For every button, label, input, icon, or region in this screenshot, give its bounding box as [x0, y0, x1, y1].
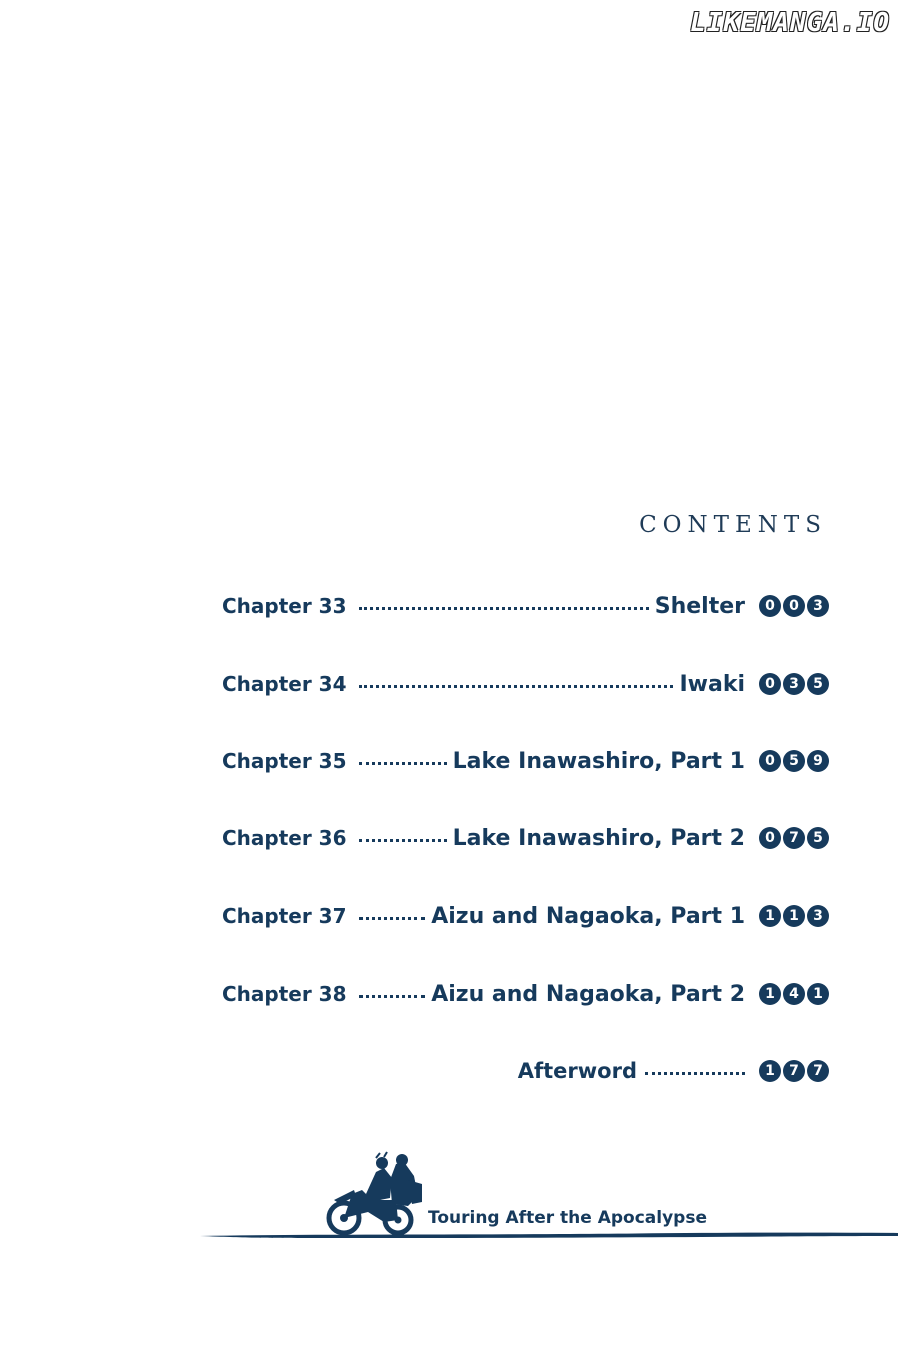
chapter-number: Chapter 38	[222, 982, 347, 1006]
page-digit: 3	[807, 595, 829, 617]
page-digit: 1	[759, 905, 781, 927]
dot-leader	[359, 839, 447, 842]
toc-entry[interactable]	[222, 979, 829, 1009]
page-digit: 1	[759, 983, 781, 1005]
chapter-title: Shelter	[654, 593, 745, 619]
chapter-title: Lake Inawashiro, Part 1	[452, 748, 745, 774]
page-digit: 5	[807, 827, 829, 849]
page-digit: 5	[783, 750, 805, 772]
chapter-title: Aizu and Nagaoka, Part 2	[431, 981, 745, 1007]
page-digit: 1	[783, 905, 805, 927]
page-digit: 7	[783, 1060, 805, 1082]
page-digit: 7	[807, 1060, 829, 1082]
page-digit: 0	[783, 595, 805, 617]
chapter-number: Chapter 37	[222, 904, 347, 928]
contents-heading: CONTENTS	[639, 512, 827, 538]
chapter-number: Chapter 35	[222, 749, 347, 773]
afterword-title: Afterword	[517, 1059, 637, 1083]
series-title: Touring After the Apocalypse	[428, 1208, 707, 1228]
dot-leader	[645, 1072, 745, 1075]
page-number	[759, 673, 829, 695]
chapter-title: Lake Inawashiro, Part 2	[452, 825, 745, 851]
page-digit: 1	[807, 983, 829, 1005]
page-digit: 4	[783, 983, 805, 1005]
page-digit: 3	[807, 905, 829, 927]
page-number	[759, 1060, 829, 1082]
watermark: LIKEMANGA.IO	[690, 8, 890, 38]
page-number	[759, 905, 829, 927]
dot-leader	[359, 917, 426, 920]
toc-entry[interactable]	[222, 823, 829, 853]
toc-entry[interactable]	[222, 591, 829, 621]
page-digit: 7	[783, 827, 805, 849]
toc-entry[interactable]	[222, 669, 829, 699]
toc-entry[interactable]	[222, 901, 829, 931]
dot-leader	[359, 995, 426, 998]
page-number	[759, 595, 829, 617]
motorcycle-illustration	[0, 1150, 900, 1250]
page-digit: 5	[807, 673, 829, 695]
page-number	[759, 750, 829, 772]
page-number	[759, 827, 829, 849]
page-digit: 1	[759, 1060, 781, 1082]
page-digit: 0	[759, 673, 781, 695]
page-number	[759, 983, 829, 1005]
chapter-number: Chapter 34	[222, 672, 347, 696]
chapter-number: Chapter 33	[222, 594, 347, 618]
dot-leader	[359, 762, 447, 765]
page-digit: 3	[783, 673, 805, 695]
dot-leader	[359, 607, 649, 610]
chapter-number: Chapter 36	[222, 826, 347, 850]
chapter-title: Aizu and Nagaoka, Part 1	[431, 903, 745, 929]
page-digit: 0	[759, 595, 781, 617]
toc-afterword[interactable]	[518, 1056, 829, 1086]
toc-entry[interactable]	[222, 746, 829, 776]
dot-leader	[359, 685, 674, 688]
page-digit: 0	[759, 827, 781, 849]
page-digit: 9	[807, 750, 829, 772]
page-digit: 0	[759, 750, 781, 772]
chapter-title: Iwaki	[679, 671, 745, 697]
